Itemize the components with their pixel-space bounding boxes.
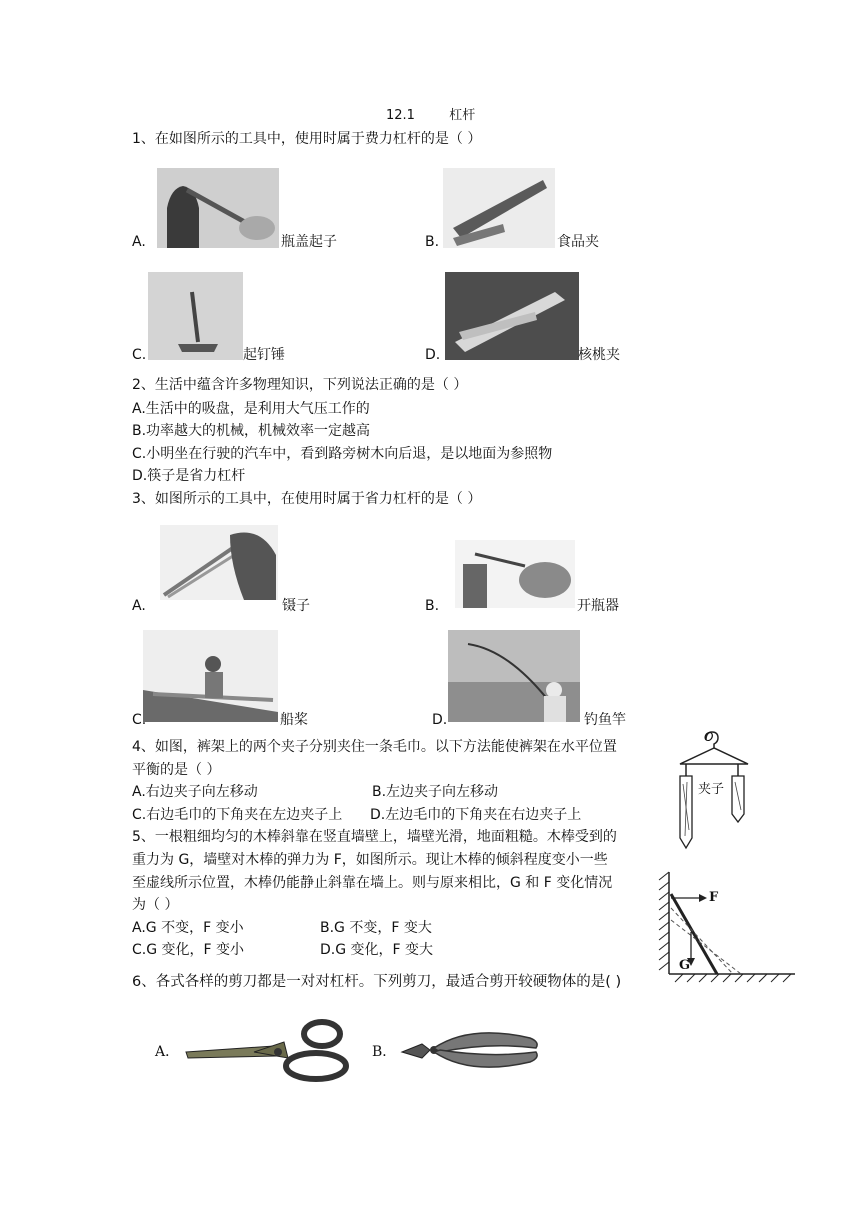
q1-photo-bottle-opener bbox=[157, 168, 279, 248]
q3-option-b-text: 开瓶器 bbox=[577, 598, 619, 614]
q3-option-a-label: A. bbox=[132, 598, 146, 614]
q4-option-d: D.左边毛巾的下角夹在右边夹子上 bbox=[370, 807, 582, 823]
q3-option-c-label: C. bbox=[132, 712, 147, 728]
q5-option-c: C.G 变化，F 变小 bbox=[132, 942, 245, 958]
q1-stem: 1、在如图所示的工具中，使用时属于费力杠杆的是（ ） bbox=[132, 131, 482, 147]
q4-figure-label-o: O bbox=[704, 730, 714, 744]
q3-photo-tweezers bbox=[160, 525, 278, 600]
q4-figure-label-clip: 夹子 bbox=[698, 782, 725, 797]
q1-photo-nutcracker bbox=[445, 272, 579, 360]
q3-photo-rowing-oar bbox=[143, 630, 278, 722]
q4-option-b: B.左边夹子向左移动 bbox=[372, 784, 499, 800]
q1-option-b-label: B. bbox=[425, 234, 440, 250]
page-title bbox=[386, 106, 475, 126]
q1-option-c-label: C. bbox=[132, 347, 147, 363]
q1-option-a-label: A. bbox=[132, 234, 146, 250]
q1-option-b-text: 食品夹 bbox=[557, 234, 599, 250]
q5-option-b: B.G 不变，F 变大 bbox=[320, 920, 432, 936]
q6-option-b-label: B． bbox=[372, 1044, 397, 1060]
q5-stick-wall-diagram bbox=[655, 868, 797, 984]
q2-option-c: C.小明坐在行驶的汽车中，看到路旁树木向后退，是以地面为参照物 bbox=[132, 446, 553, 462]
q2-option-d: D.筷子是省力杠杆 bbox=[132, 468, 246, 484]
q5-figure-label-g: G bbox=[679, 958, 691, 973]
q2-stem: 2、生活中蕴含许多物理知识，下列说法正确的是（ ） bbox=[132, 377, 468, 393]
q5-option-a: A.G 不变，F 变小 bbox=[132, 920, 244, 936]
q1-option-d-label: D. bbox=[425, 347, 441, 363]
q6-stem: 6、各式各样的剪刀都是一对对杠杆。下列剪刀，最适合剪开较硬物体的是( ) bbox=[132, 974, 622, 990]
title-name: 杠杆 bbox=[449, 108, 476, 123]
q4-option-c: C.右边毛巾的下角夹在左边夹子上 bbox=[132, 807, 343, 823]
q3-option-b-label: B. bbox=[425, 598, 440, 614]
q1-option-a-text: 瓶盖起子 bbox=[281, 234, 337, 250]
q1-option-c-text: 起钉锤 bbox=[243, 347, 285, 363]
q3-option-d-text: 钓鱼竿 bbox=[584, 712, 626, 728]
q2-option-b: B.功率越大的机械，机械效率一定越高 bbox=[132, 423, 371, 439]
q4-stem-line2: 平衡的是（ ） bbox=[132, 762, 221, 778]
q1-photo-claw-hammer bbox=[148, 272, 243, 360]
q5-stem-line2: 重力为 G，墙壁对木棒的弹力为 F，如图所示。现让木棒的倾斜程度变小一些 bbox=[132, 852, 608, 868]
q3-option-a-text: 镊子 bbox=[282, 598, 310, 614]
q1-photo-food-tongs bbox=[443, 168, 555, 248]
q3-option-c-text: 船桨 bbox=[280, 712, 308, 728]
q1-option-d-text: 核桃夹 bbox=[578, 347, 620, 363]
q4-hanger-diagram bbox=[672, 726, 758, 854]
q3-photo-fishing-rod bbox=[448, 630, 580, 722]
q4-stem-line1: 4、如图，裤架上的两个夹子分别夹住一条毛巾。以下方法能使裤架在水平位置 bbox=[132, 739, 617, 755]
q6-scissors-a bbox=[184, 1018, 354, 1084]
q5-stem-line3: 至虚线所示位置，木棒仍能静止斜靠在墙上。则与原来相比，G 和 F 变化情况 bbox=[132, 875, 613, 891]
q3-photo-bottle-opener bbox=[455, 540, 575, 608]
title-number: 12.1 bbox=[386, 108, 415, 123]
q6-scissors-b bbox=[400, 1024, 542, 1076]
q2-option-a: A.生活中的吸盘，是利用大气压工作的 bbox=[132, 401, 370, 417]
q5-figure-label-f: F bbox=[709, 890, 719, 905]
q6-option-a-label: A． bbox=[155, 1044, 180, 1060]
q5-stem-line1: 5、一根粗细均匀的木棒斜靠在竖直墙壁上，墙壁光滑，地面粗糙。木棒受到的 bbox=[132, 829, 617, 845]
q5-option-d: D.G 变化，F 变大 bbox=[320, 942, 434, 958]
q4-option-a: A.右边夹子向左移动 bbox=[132, 784, 258, 800]
q5-stem-line4: 为（ ） bbox=[132, 897, 179, 913]
q3-stem: 3、如图所示的工具中，在使用时属于省力杠杆的是（ ） bbox=[132, 491, 482, 507]
q3-option-d-label: D. bbox=[432, 712, 448, 728]
